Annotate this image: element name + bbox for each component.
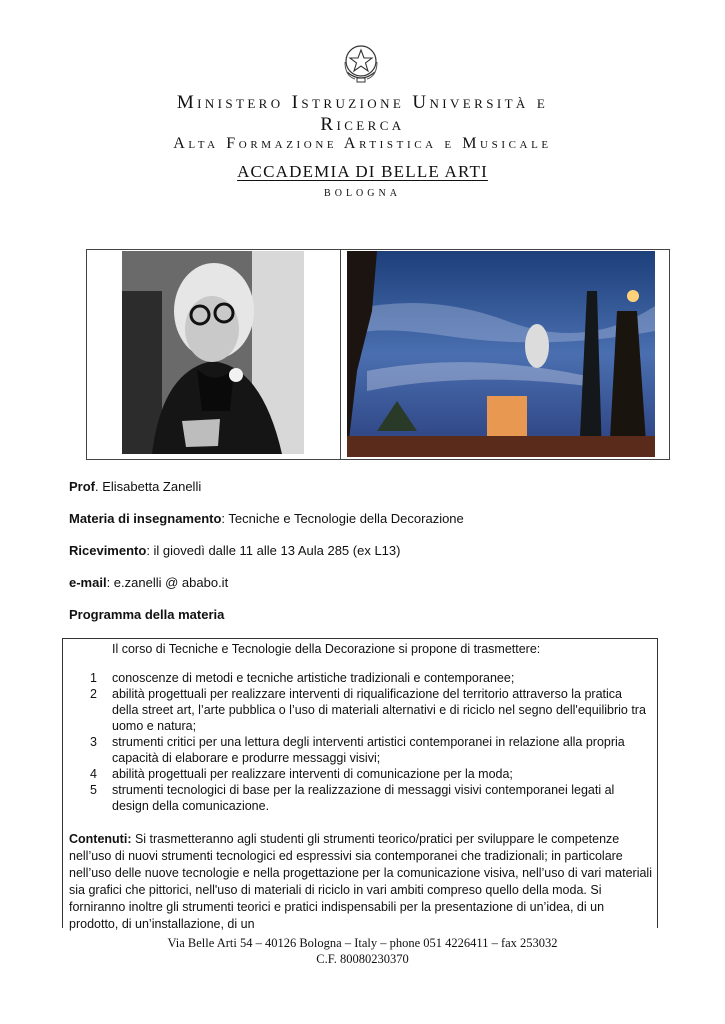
list-item: 3 strumenti critici per una lettura degli interventi artistici contemporanei in relazione alla propria capacità di elaborare e produrre messaggi visivi; [90,735,625,765]
afam-title: Alta Formazione Artistica e Musicale [173,135,552,152]
street-art-photo [347,251,655,457]
portrait-photo [122,251,304,454]
programma-title: Programma della materia [69,607,225,622]
materia-line: Materia di insegnamento: Tecniche e Tecnologie della Decorazione [69,511,464,526]
contenuti-paragraph: Contenuti: Si trasmetteranno agli studenti gli strumenti teorico/pratici per sviluppare le competenze nell’uso di nuovi strumenti tecnologici ed espressivi sia contemporanei che tradizionali; in particolare nell’uso delle nuove tecnologie e nella progettazione per la comunicazione visiva, nell’uso di vari materiali sia grafici che pittorici, nell'uso di materiali di riciclo in vari ambiti compreso quello della moda. Si forniranno inoltre gli strumenti teorici e pratici indispensabili per la presentazione di un’idea, di un prodotto, di un’installazione, di un [69,832,652,931]
list-item: 2 abilità progettuali per realizzare interventi di riqualificazione del territorio attraverso la pratica della street art, l’arte pubblica o l’uso di materiali alternativi e di riciclo nel segno dell'equilibrio tra uomo e natura; [90,687,646,733]
objectives-list [90,670,650,814]
programma-intro: Il corso di Tecniche e Tecnologie della Decorazione si propone di trasmettere: [112,642,541,656]
ministry-title: Ministero Istruzione Università e [176,92,549,113]
footer-fiscal-code: C.F. 80080230370 [316,952,409,966]
photo-divider [340,249,341,460]
list-item: 4 abilità progettuali per realizzare interventi di comunicazione per la moda; [90,767,513,781]
academy-name: ACCADEMIA DI BELLE ARTI [237,162,488,181]
footer-address: Via Belle Arti 54 – 40126 Bologna – Italy – phone 051 4226411 – fax 253032 [167,936,558,950]
email-line: e-mail: e.zanelli @ ababo.it [69,575,229,590]
list-item: 1 conoscenze di metodi e tecniche artistiche tradizionali e contemporanee; [90,671,515,685]
republic-emblem-icon [341,42,381,84]
city-name: BOLOGNA [324,188,401,199]
ricevimento-line: Ricevimento: il giovedì dalle 11 alle 13 Aula 285 (ex L13) [69,543,401,558]
prof-line: Prof. Elisabetta Zanelli [69,479,202,494]
list-item: 5 strumenti tecnologici di base per la realizzazione di messaggi visivi contemporanei legati al design della comunicazione. [90,783,615,813]
ministry-title-cont: Ricerca [320,114,405,135]
